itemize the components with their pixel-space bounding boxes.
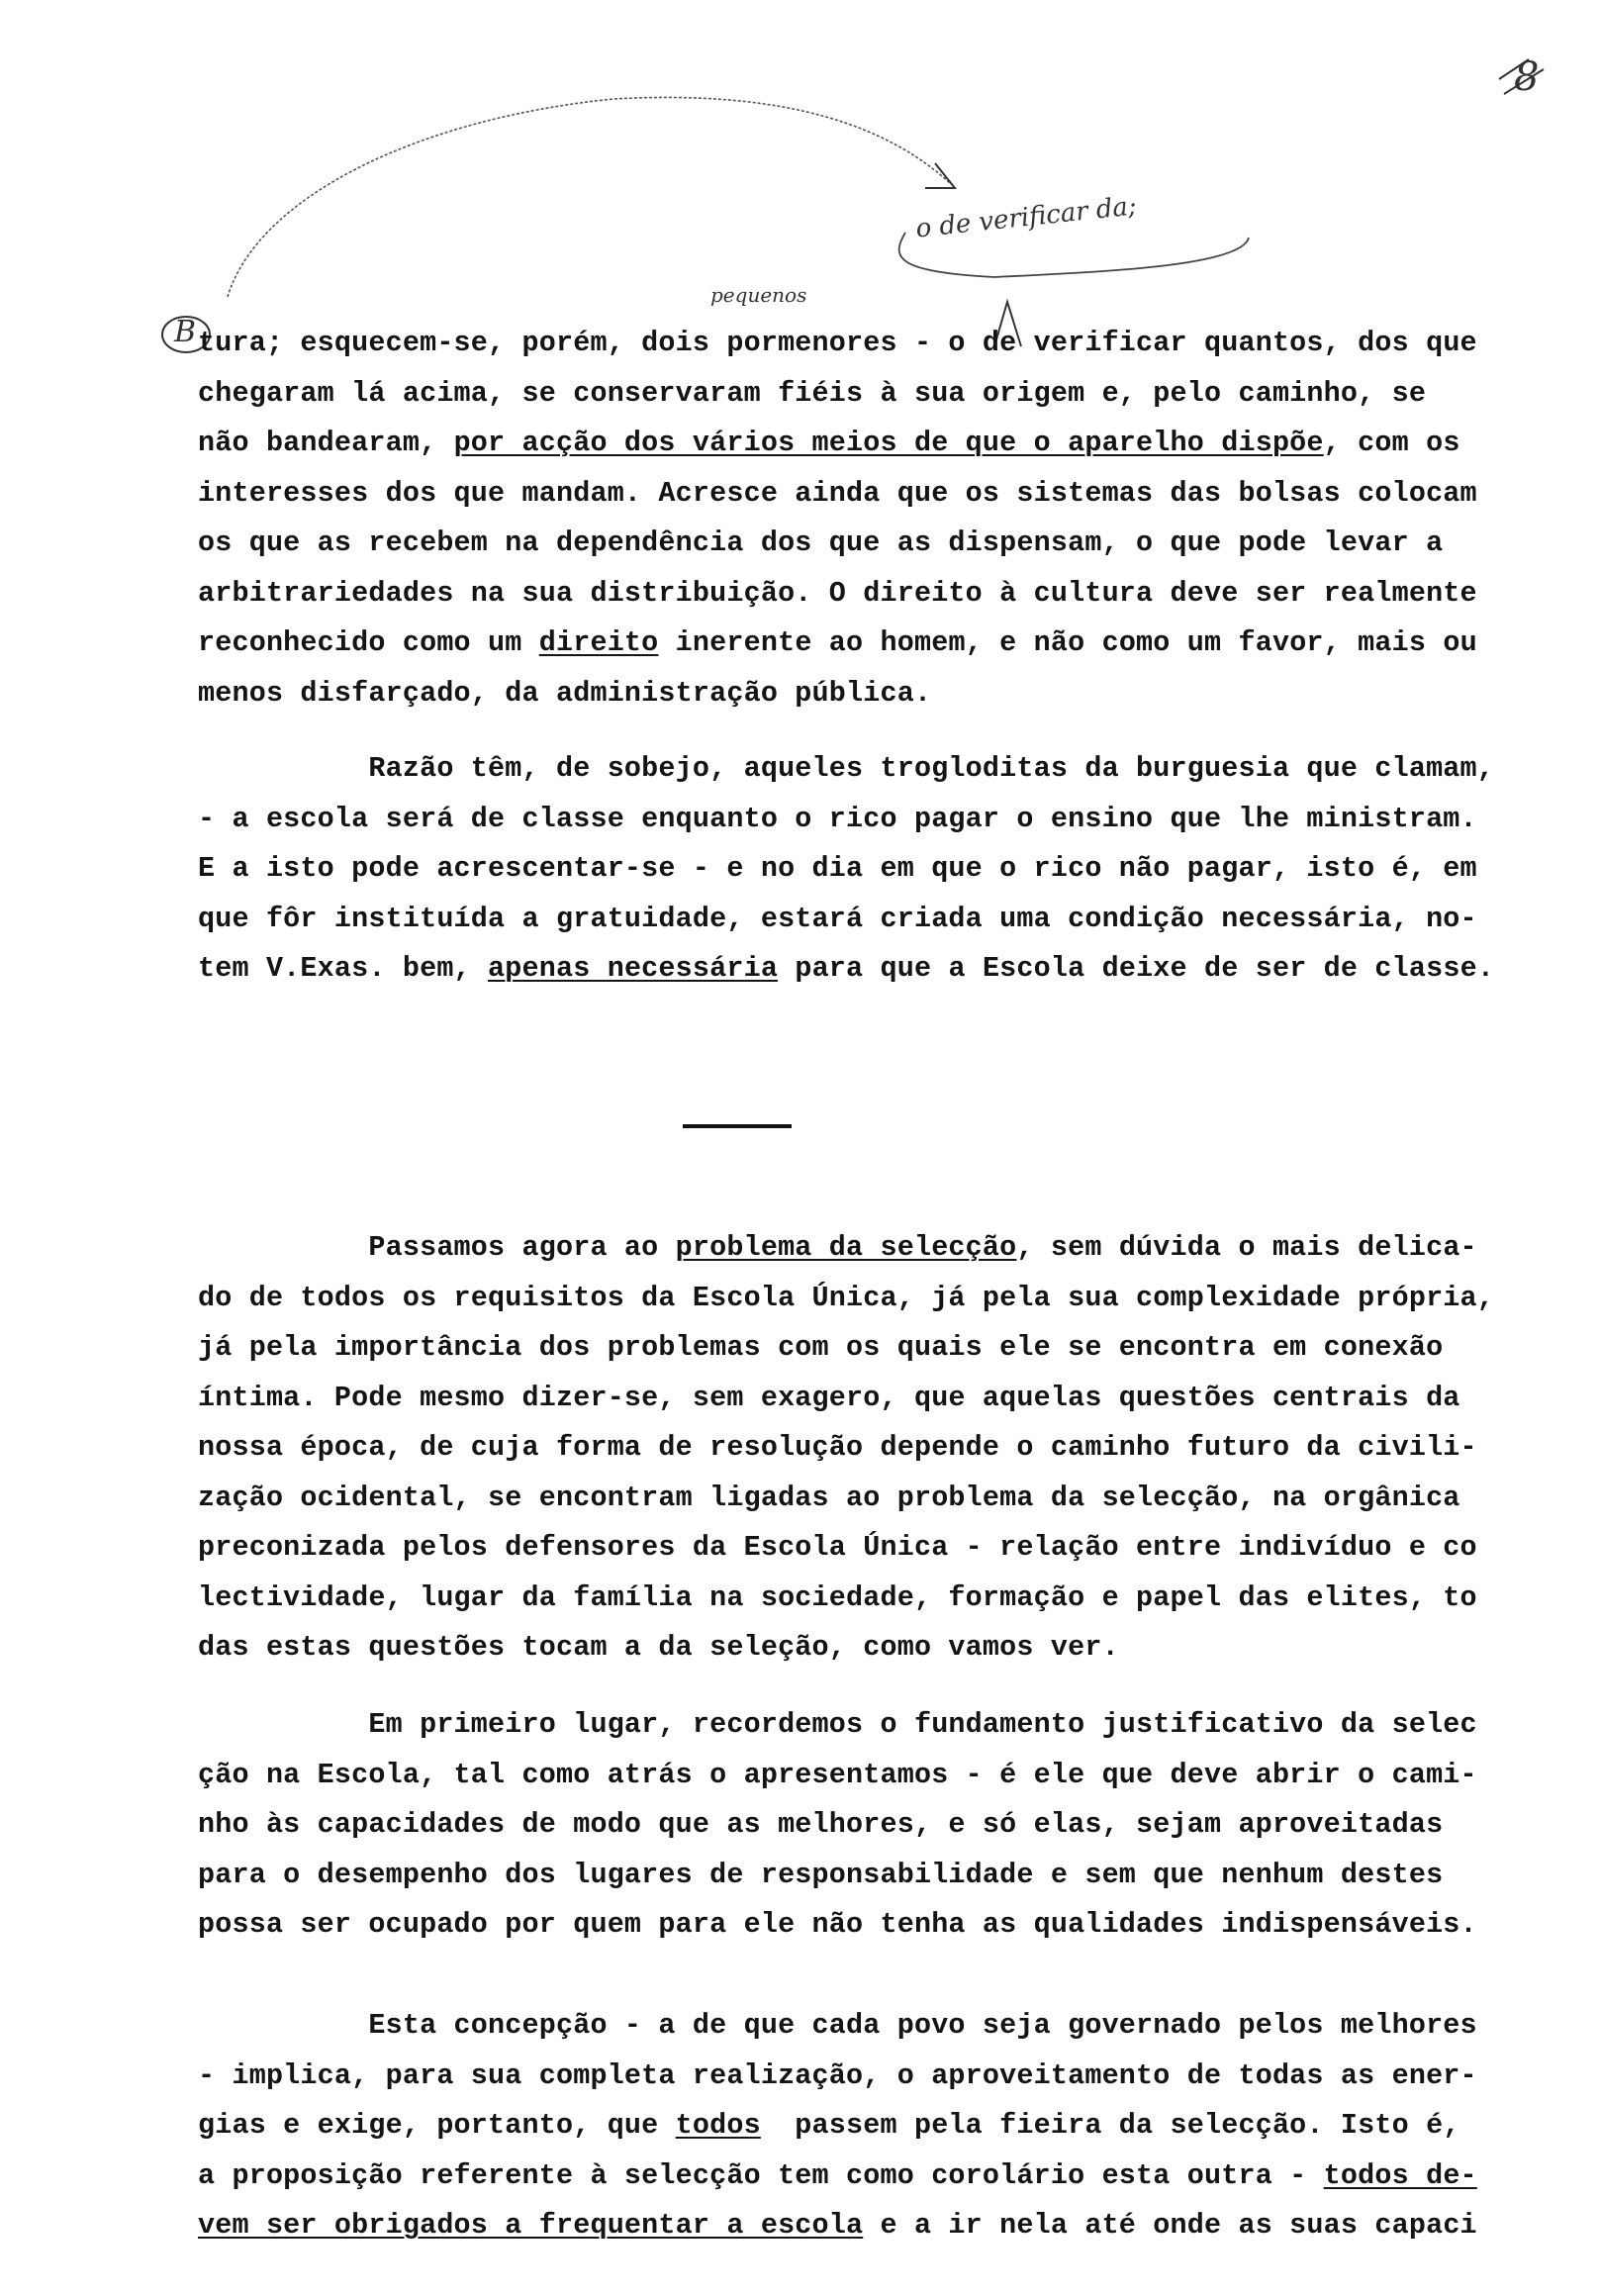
text-line — [198, 2059, 1563, 2093]
text-line — [198, 1808, 1563, 1842]
text-line — [198, 903, 1563, 936]
text-line — [198, 1908, 1563, 1942]
text-segment: E a isto pode acrescentar-se - e no dia em que o rico não pagar, isto é, em — [198, 852, 1477, 885]
text-segment: arbitrariedades na sua distribuição. O direito à cultura deve ser realmente — [198, 576, 1477, 610]
text-segment: não bandearam, — [198, 427, 454, 459]
text-segment: interesses dos que mandam. Acresce ainda que os sistemas das bolsas colocam — [198, 476, 1477, 510]
text-line — [198, 1431, 1563, 1465]
text-line — [198, 2009, 1563, 2043]
text-segment: - a escola será de classe enquanto o rico pagar o ensino que lhe ministram. — [198, 802, 1477, 835]
text-line — [198, 1482, 1563, 1515]
text-segment: esquecem-se, porém, dois pormenores - o de verificar quantos, dos que — [283, 327, 1477, 359]
curved-arrow — [228, 97, 950, 297]
text-line — [198, 1282, 1563, 1315]
text-segment: Esta concepção - a de que cada povo seja governado pelos melhores — [198, 2009, 1477, 2042]
text-segment: reconhecido como um — [198, 626, 539, 659]
text-segment: , com os — [1323, 427, 1460, 459]
underlined-text: apenas necessária — [488, 952, 779, 985]
text-segment: das estas questões tocam a da seleção, como vamos ver. — [198, 1631, 1119, 1664]
text-segment: chegaram lá acima, se conservaram fiéis à sua origem e, pelo caminho, se — [198, 376, 1427, 410]
text-segment: lectividade, lugar da família na sociedade, formação e papel das elites, to — [198, 1580, 1477, 1614]
underlined-text: todos — [675, 2109, 761, 2142]
handwritten-note: o de verificar da; — [914, 191, 1139, 244]
text-line — [198, 1531, 1563, 1565]
margin-letter: B — [174, 315, 197, 349]
text-segment: que fôr instituída a gratuidade, estará criada uma condição necessária, no- — [198, 902, 1477, 935]
underlined-text: todos de- — [1323, 2158, 1477, 2192]
text-line — [198, 1231, 1563, 1265]
text-segment: Em primeiro lugar, recordemos o fundamento justificativo da selec — [198, 1708, 1477, 1741]
text-line — [198, 427, 1563, 460]
text-line — [198, 1631, 1563, 1665]
text-line — [198, 803, 1563, 836]
text-line — [198, 377, 1563, 411]
text-line — [198, 1382, 1563, 1415]
text-line — [198, 677, 1563, 711]
text-line — [198, 477, 1563, 511]
text-segment: para que a Escola deixe de ser de classe. — [778, 952, 1495, 985]
text-segment: inerente ao homem, e não como um favor, mais ou — [658, 626, 1477, 659]
text-segment: íntima. Pode mesmo dizer-se, sem exagero, que aquelas questões centrais da — [198, 1381, 1460, 1414]
text-line — [198, 577, 1563, 611]
text-line — [198, 2209, 1563, 2243]
text-segment: a proposição referente à selecção tem como corolário esta outra - — [198, 2158, 1324, 2192]
underlined-text: vem ser obrigados a frequentar a escola — [198, 2209, 864, 2242]
text-segment: passem pela fieira da selecção. Isto é, — [760, 2109, 1460, 2142]
underlined-text: por acção dos vários meios de que o aparelho dispõe — [453, 427, 1324, 459]
text-segment: nossa época, de cuja forma de resolução depende o caminho futuro da civili- — [198, 1431, 1477, 1464]
section-divider — [683, 1124, 792, 1128]
text-line — [198, 626, 1563, 660]
text-line — [198, 1759, 1563, 1792]
text-line — [198, 852, 1563, 886]
text-line — [198, 1708, 1563, 1742]
text-segment: tura; — [198, 327, 284, 359]
text-segment: Passamos agora ao — [198, 1231, 676, 1264]
text-segment: - implica, para sua completa realização, o aproveitamento de todas as ener- — [198, 2058, 1477, 2092]
underlined-text: direito — [538, 626, 659, 659]
text-line — [198, 526, 1563, 560]
text-line — [198, 952, 1563, 986]
text-segment: para o desempenho dos lugares de responsabilidade e sem que nenhum destes — [198, 1858, 1444, 1891]
text-segment: tem V.Exas. bem, — [198, 952, 489, 985]
text-line — [198, 1581, 1563, 1615]
text-segment: possa ser ocupado por quem para ele não tenha as qualidades indispensáveis. — [198, 1908, 1477, 1941]
text-line — [198, 327, 1563, 360]
text-segment: Razão têm, de sobejo, aqueles trogloditas da burguesia que clamam, — [198, 752, 1495, 785]
text-segment: preconizada pelos defensores da Escola Única - relação entre indivíduo e co — [198, 1531, 1477, 1564]
text-segment: já pela importância dos problemas com os quais ele se encontra em conexão — [198, 1331, 1444, 1364]
text-line — [198, 2159, 1563, 2193]
text-segment: e a ir nela até onde as suas capaci — [863, 2209, 1477, 2242]
text-segment: os que as recebem na dependência dos que as dispensam, o que pode levar a — [198, 526, 1444, 559]
text-segment: gias e exige, portanto, que — [198, 2109, 676, 2142]
handwritten-insert: pequenos — [710, 283, 807, 307]
underlined-text: problema da selecção — [675, 1231, 1017, 1264]
text-segment: menos disfarçado, da administração pública. — [198, 676, 932, 710]
text-segment: ção na Escola, tal como atrás o apresentamos - é ele que deve abrir o cami- — [198, 1758, 1477, 1791]
page-mark: 8 — [1514, 54, 1540, 100]
text-segment: do de todos os requisitos da Escola Única, já pela sua complexidade própria, — [198, 1281, 1495, 1314]
text-line — [198, 1859, 1563, 1892]
text-line — [198, 1331, 1563, 1365]
text-segment: nho às capacidades de modo que as melhores, e só elas, sejam aproveitadas — [198, 1808, 1444, 1841]
text-segment: , sem dúvida o mais delica- — [1016, 1231, 1477, 1264]
text-line — [198, 2109, 1563, 2143]
text-line — [198, 752, 1563, 786]
text-segment: zação ocidental, se encontram ligadas ao problema da selecção, na orgânica — [198, 1481, 1460, 1514]
